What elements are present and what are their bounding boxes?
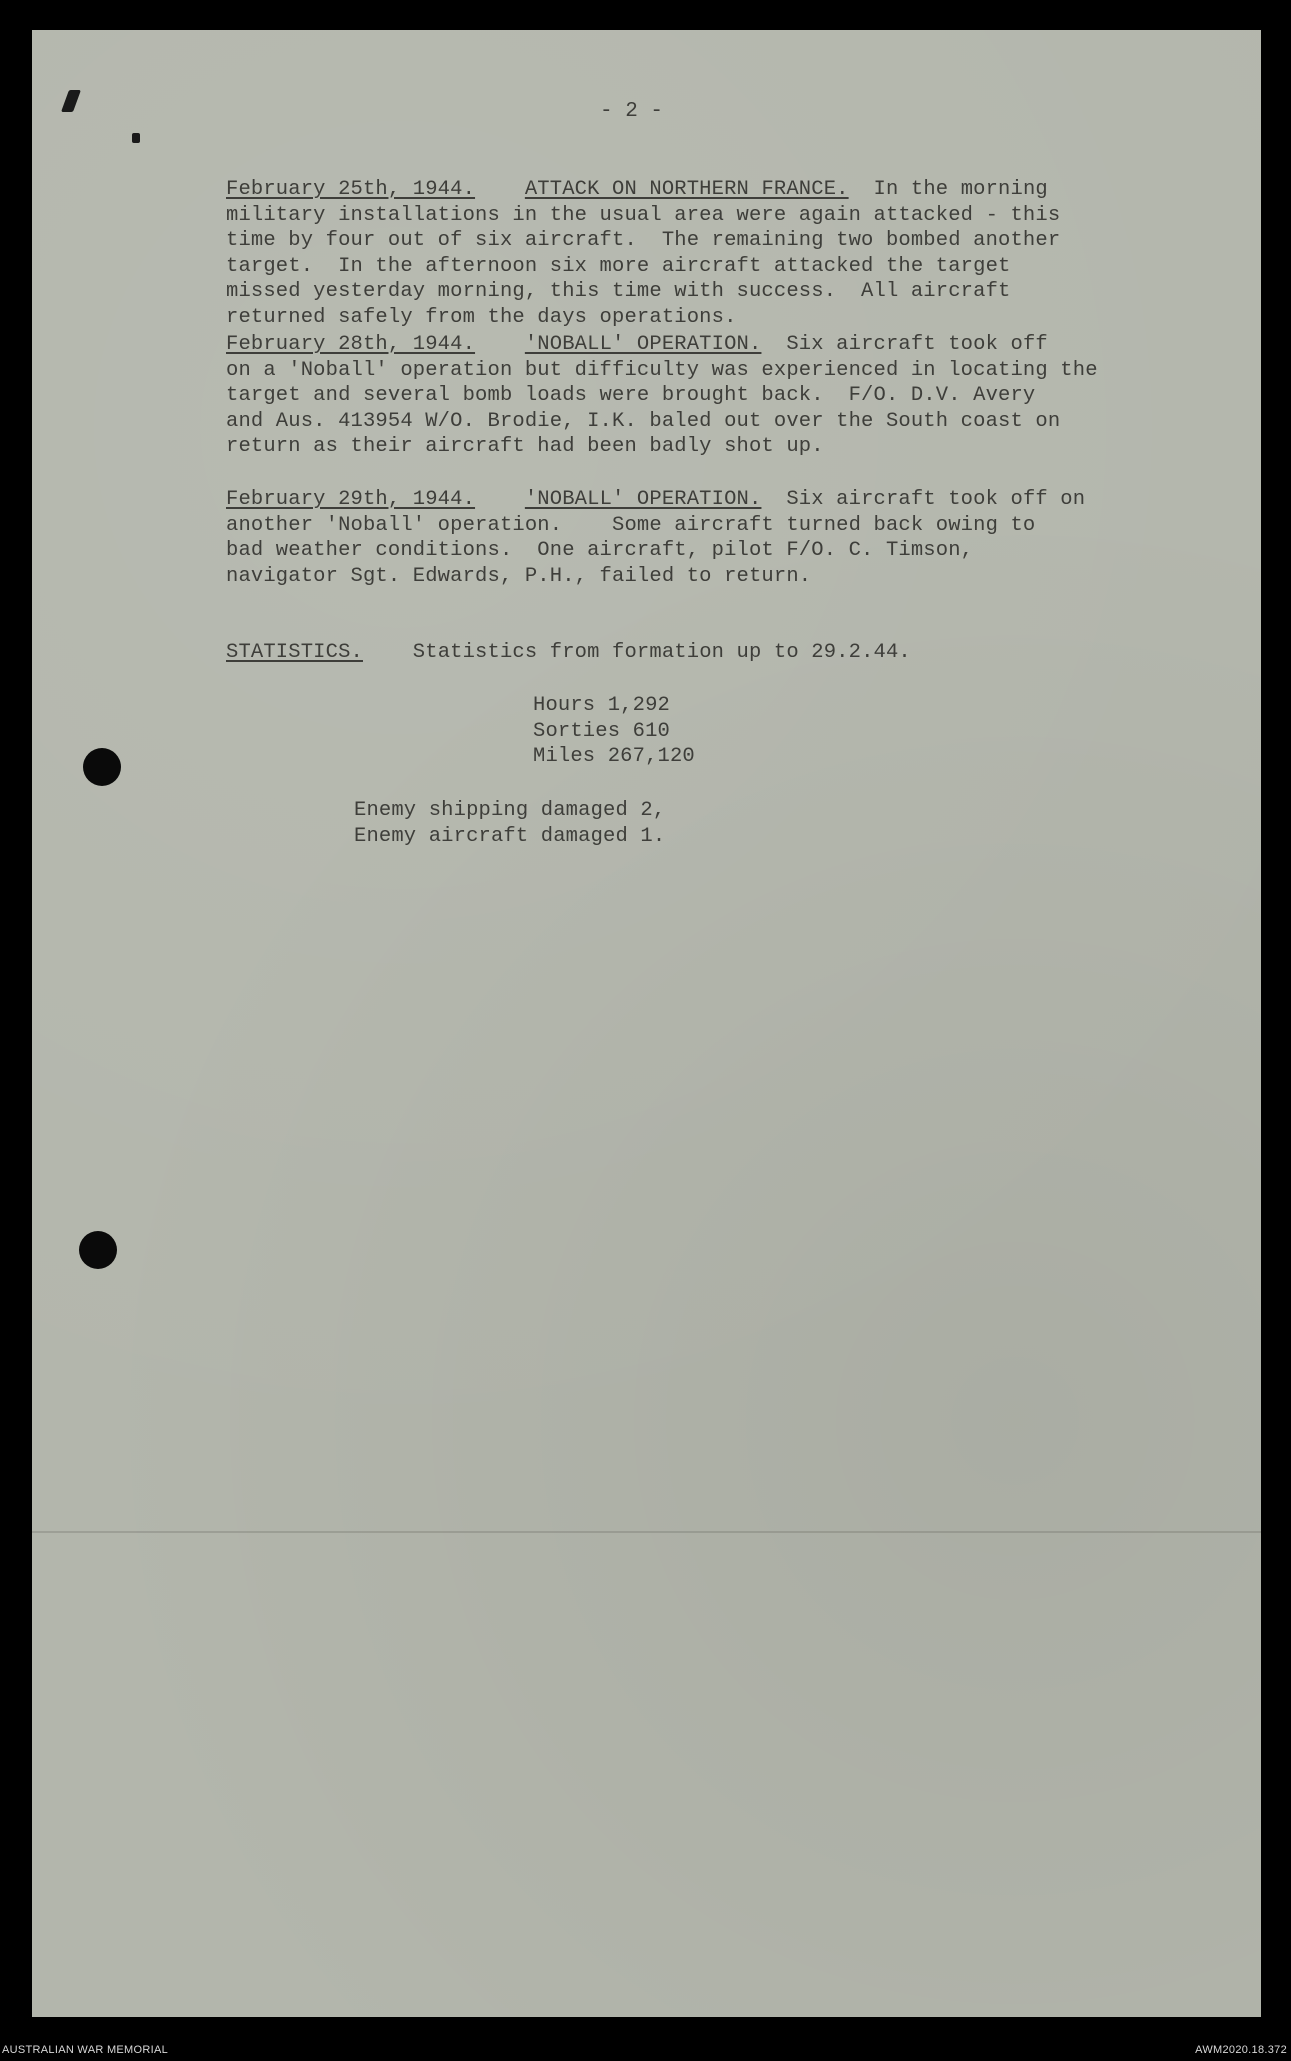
entry-line: and Aus. 413954 W/O. Brodie, I.K. baled out over the South coast on xyxy=(226,409,1061,433)
stat-hours: Hours 1,292 xyxy=(533,694,670,717)
entry-line: navigator Sgt. Edwards, P.H., failed to return. xyxy=(226,564,812,588)
document-page xyxy=(32,30,1261,2017)
statistics-line xyxy=(226,640,911,666)
stat-sorties: Sorties 610 xyxy=(533,719,670,743)
statistics-damage xyxy=(354,798,665,849)
entry-lead: Six aircraft took off on xyxy=(786,488,1086,511)
page-number: - 2 - xyxy=(600,100,664,123)
entry-date: February 25th, 1944. xyxy=(226,178,476,201)
footer-left: AUSTRALIAN WAR MEMORIAL xyxy=(2,2044,169,2056)
entry-lead: Six aircraft took off xyxy=(786,333,1048,356)
punch-hole-lower xyxy=(79,1231,117,1269)
staple-mark xyxy=(61,90,81,112)
entry-heading: 'NOBALL' OPERATION. xyxy=(524,333,762,356)
entry-line: bad weather conditions. One aircraft, pilot F/O. C. Timson, xyxy=(226,539,974,563)
entry-heading: 'NOBALL' OPERATION. xyxy=(524,488,762,511)
entry-line: missed yesterday morning, this time with success. All aircraft xyxy=(226,280,1011,304)
entry-line: target and several bomb loads were brought back. F/O. D.V. Avery xyxy=(226,384,1036,408)
entry-line: target. In the afternoon six more aircraft attacked the target xyxy=(226,254,1011,278)
statistics-figures xyxy=(533,693,695,770)
statistics-heading: STATISTICS. xyxy=(226,641,363,664)
stat-miles: Miles 267,120 xyxy=(533,745,695,769)
entry-date: February 28th, 1944. xyxy=(226,333,476,356)
fold-line xyxy=(32,1531,1261,1533)
entry-line: returned safely from the days operations. xyxy=(226,305,737,329)
entry-line: on a 'Noball' operation but difficulty was experienced in locating the xyxy=(226,358,1098,382)
damage-shipping: Enemy shipping damaged 2, xyxy=(354,799,666,822)
entry-line: another 'Noball' operation. Some aircraft turned back owing to xyxy=(226,513,1036,537)
damage-aircraft: Enemy aircraft damaged 1. xyxy=(354,824,666,848)
entry-feb-28 xyxy=(226,332,1098,460)
entry-line: military installations in the usual area were again attacked - this xyxy=(226,203,1061,227)
footer-right: AWM2020.18.372 xyxy=(1195,2044,1287,2056)
entry-date: February 29th, 1944. xyxy=(226,488,476,511)
punch-hole-upper xyxy=(83,748,121,786)
entry-feb-25 xyxy=(226,177,1060,331)
entry-heading: ATTACK ON NORTHERN FRANCE. xyxy=(524,178,849,201)
entry-feb-29 xyxy=(226,487,1085,589)
entry-line: return as their aircraft had been badly shot up. xyxy=(226,435,824,459)
staple-mark xyxy=(132,133,140,143)
statistics-intro: Statistics from formation up to 29.2.44. xyxy=(412,641,911,664)
entry-lead: In the morning xyxy=(873,178,1048,201)
entry-line: time by four out of six aircraft. The remaining two bombed another xyxy=(226,229,1061,253)
